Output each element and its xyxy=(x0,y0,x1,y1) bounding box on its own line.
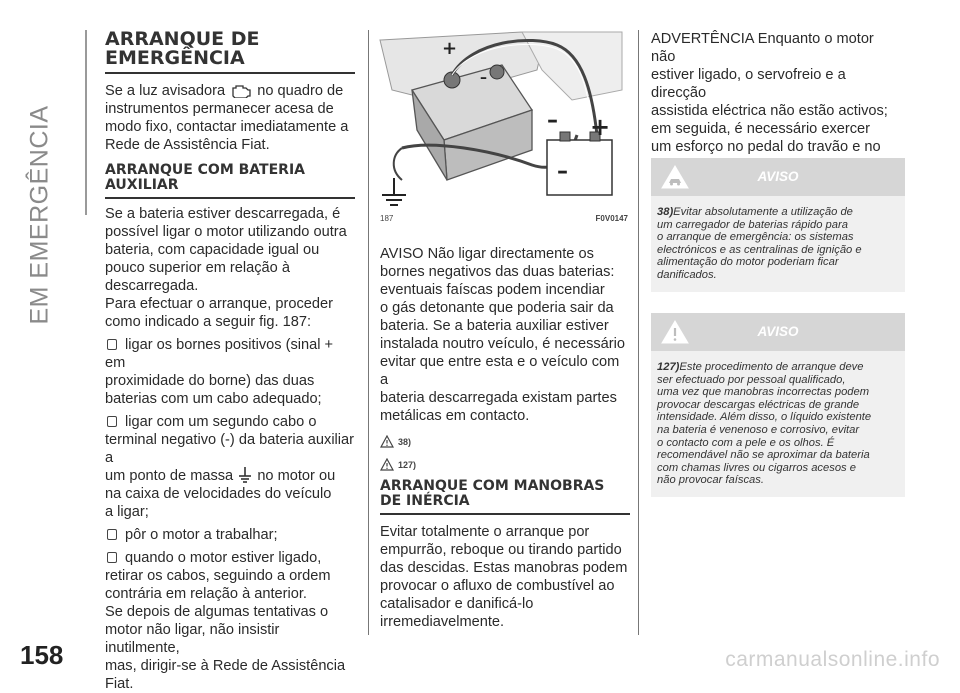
text-line: Se depois de algumas tentativas o xyxy=(105,604,329,620)
text-line: eventuais faíscas podem incendiar xyxy=(380,282,605,298)
warning-body: 127)Este procedimento de arranque deve ser efectuado por pessoal qualificado, uma vez que manobras incorrectas podem provocar descargas eléctricas de grande intensidade. Além disso, o líquido existente na bateria é venenoso e corrosivo, evitar o contacto com a pele e os olhos. É recomendável não se aproximar da bateria com chamas livres ou cigarros acesos e não provocar faíscas. xyxy=(651,351,905,497)
paragraph xyxy=(105,205,355,331)
text-line: proximidade do borne) das duas xyxy=(105,373,315,389)
bullet-item: ligar com um segundo cabo o terminal negativo (-) da bateria auxiliar a um ponto de massa no motor ou na caixa de velocidades do veículo a ligar; xyxy=(105,414,355,520)
column-divider-1 xyxy=(368,30,369,635)
figure-caption xyxy=(380,214,628,223)
warning-body: 38)Evitar absolutamente a utilização de um carregador de baterias rápido para o arranque de emergência: os sistemas electrónicos e as centralinas de ignição e alimentação do motor poderiam ficar danificados. xyxy=(651,196,905,292)
text-line: modo fixo, contactar imediatamente a xyxy=(105,119,349,135)
column-1 xyxy=(105,30,355,693)
text-line: mas, dirigir-se à Rede de Assistência xyxy=(105,658,346,674)
side-divider xyxy=(85,30,87,215)
intro-lines xyxy=(105,100,355,154)
warning-box xyxy=(651,158,905,292)
text-line: catalisador e danificá-lo xyxy=(380,596,534,612)
text-line: o gás detonante que poderia sair da xyxy=(380,300,614,316)
page-number: 158 xyxy=(20,640,64,670)
watermark: carmanualsonline.info xyxy=(725,648,940,671)
section-side-label: EM EMERGÊNCIA xyxy=(25,105,54,325)
text-line: instrumentos permanecer acesa de xyxy=(105,101,334,117)
svg-text:–: – xyxy=(547,108,558,133)
text-line: intensidade. Além disso, o líquido existente xyxy=(657,411,872,424)
text-line: possível ligar o motor utilizando outra xyxy=(105,224,347,240)
text-line: instalada noutro veículo, é necessário xyxy=(380,336,626,352)
section-title: ARRANQUE DE EMERGÊNCIA xyxy=(105,28,260,69)
text-line: um carregador de baterias rápido para xyxy=(657,218,848,231)
text-line: baterias com um cabo adequado; xyxy=(105,391,322,407)
warning-triangle-icon xyxy=(380,458,394,471)
svg-text:+: + xyxy=(590,113,611,141)
text-line: contrária em relação à anterior. xyxy=(105,586,307,602)
text-line: ser efectuado por pessoal qualificado, xyxy=(657,373,846,386)
text-line: motor não ligar, não insistir inutilmente, xyxy=(105,622,280,656)
text-line: Evitar totalmente o arranque por xyxy=(380,524,590,540)
warning-box xyxy=(651,313,905,497)
bullet-checkbox-icon xyxy=(107,552,117,563)
text-line: retirar os cabos, seguindo a ordem xyxy=(105,568,331,584)
text-line: bateria. Se a bateria auxiliar estiver xyxy=(380,318,609,334)
text-line: assistida eléctrica não estão activos; xyxy=(651,103,888,119)
engine-warning-icon xyxy=(231,83,251,98)
text-line: bateria descarregada existam partes xyxy=(380,390,617,406)
text-line: irremediavelmente. xyxy=(380,614,505,630)
text-line: não provocar faíscas. xyxy=(657,474,764,487)
warning-number: 127) xyxy=(657,361,680,373)
warning-triangle-icon xyxy=(661,319,689,345)
column-2 xyxy=(380,245,630,631)
warning-reference: 38) xyxy=(380,435,630,448)
text-line: Se a bateria estiver descarregada, é xyxy=(105,206,341,222)
paragraph xyxy=(380,523,630,631)
text-line: alimentação do motor poderiam ficar xyxy=(657,256,839,269)
text-line: bateria, com capacidade igual ou xyxy=(105,242,320,258)
warning-header: AVISO xyxy=(651,158,905,196)
text-line: Para efectuar o arranque, proceder xyxy=(105,296,333,312)
subsection-title: ARRANQUE COM MANOBRAS DE INÉRCIA xyxy=(380,478,605,509)
text-line: ADVERTÊNCIA Enquanto o motor não xyxy=(651,31,874,65)
text-line: bornes negativos das duas baterias: xyxy=(380,264,615,280)
subsection-title: ARRANQUE COM BATERIA AUXILIAR xyxy=(105,162,305,193)
figure-code: F0V0147 xyxy=(595,214,628,223)
column-divider-2 xyxy=(638,30,639,635)
warning-triangle-icon xyxy=(380,435,394,448)
battery-jump-start-illustration xyxy=(372,30,628,238)
text-line: empurrão, reboque ou tirando partido xyxy=(380,542,622,558)
bullet-item: ligar os bornes positivos (sinal + em proximidade do borne) das duas baterias com um cabo adequado; xyxy=(105,336,355,408)
text-line: evitar que entre esta e o veículo com a xyxy=(380,354,620,388)
text-line: AVISO Não ligar directamente os xyxy=(380,246,594,262)
text-line: como indicado a seguir fig. 187: xyxy=(105,314,312,330)
warning-number: 38) xyxy=(657,206,674,218)
text-line: Rede de Assistência Fiat. xyxy=(105,137,270,153)
warning-header: AVISO xyxy=(651,313,905,351)
text-line: a ligar; xyxy=(105,504,149,520)
text-line: terminal negativo (-) da bateria auxiliar a xyxy=(105,432,355,466)
text-line: descarregada. xyxy=(105,278,199,294)
bullet-checkbox-icon xyxy=(107,339,117,350)
text-line: provocar o afluxo de combustível ao xyxy=(380,578,615,594)
svg-text:–: – xyxy=(480,70,487,86)
text-line: metálicas em contacto. xyxy=(380,408,530,424)
text-line: estiver ligado, o servofreio e a direcção xyxy=(651,67,846,101)
text-line: danificados. xyxy=(657,268,717,281)
svg-text:+: + xyxy=(442,38,458,59)
bullet-checkbox-icon xyxy=(107,416,117,427)
text-line: provocar descargas eléctricas de grande xyxy=(657,398,860,411)
paragraph xyxy=(380,245,630,425)
text-line: uma vez que manobras incorrectas podem xyxy=(657,386,870,399)
text-line: um ponto de massa no motor ou xyxy=(105,468,336,484)
text-line: na caixa de velocidades do veículo xyxy=(105,486,332,502)
text-line: electrónicos e as centralinas de ignição e xyxy=(657,243,862,256)
text-line: Fiat. xyxy=(105,676,134,692)
svg-text:–: – xyxy=(557,159,568,184)
ground-symbol-icon xyxy=(239,467,251,483)
text-line: pouco superior em relação à xyxy=(105,260,290,276)
text-line: um esforço no pedal do travão e no xyxy=(651,139,881,155)
intro-line: Se a luz avisadora no quadro de xyxy=(105,83,344,99)
text-line: o arranque de emergência: os sistemas xyxy=(657,231,854,244)
text-line: das descidas. Estas manobras podem xyxy=(380,560,628,576)
text-line: em seguida, é necessário exercer xyxy=(651,121,871,137)
bullet-item: pôr o motor a trabalhar; xyxy=(105,526,355,544)
bullet-checkbox-icon xyxy=(107,529,117,540)
text-line: recomendável não se aproximar da bateria xyxy=(657,449,870,462)
text-line: o contacto com a pele e os olhos. É xyxy=(657,436,835,449)
warning-car-icon xyxy=(661,164,689,190)
text-line: com chamas livres ou cigarros acesos e xyxy=(657,461,856,474)
text-line: na bateria é venenoso e corrosivo, evitar xyxy=(657,423,860,436)
figure-number: 187 xyxy=(380,214,394,223)
warning-reference: 127) xyxy=(380,458,630,471)
bullet-item: quando o motor estiver ligado, retirar os cabos, seguindo a ordem contrária em relação à anterior. Se depois de algumas tentativas o motor não ligar, não insistir inutilmente, mas, dirigir-se à Rede de Assistência Fiat. xyxy=(105,549,355,693)
